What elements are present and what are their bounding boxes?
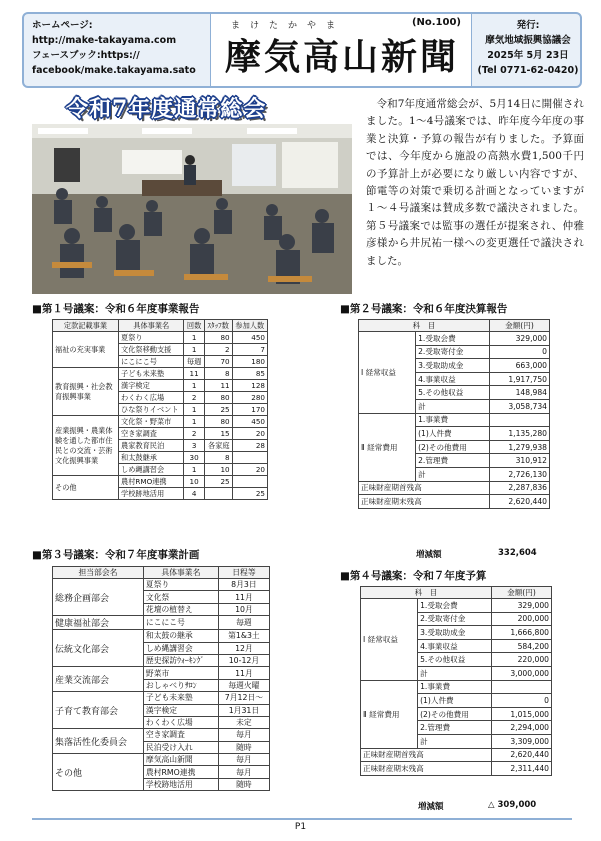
table-row (53, 630, 270, 642)
t3-category: 集落活性化委員会 (53, 729, 144, 754)
table-row (53, 692, 270, 704)
table-row (53, 579, 270, 591)
cell: 584,200 (491, 639, 551, 653)
business-report-table (52, 319, 268, 500)
cell: 2.受取寄付金 (416, 345, 490, 359)
cell: 1 (184, 344, 204, 356)
cell: 文化祭 (143, 591, 218, 603)
cell: 2,620,440 (491, 748, 551, 762)
section-heading-3: ■第３号議案：令和７年度事業計画 (32, 549, 200, 561)
table-row (359, 495, 550, 509)
cell: 子ども未来塾 (119, 368, 184, 380)
cell: 4.事業収益 (418, 639, 492, 653)
table-row (53, 416, 268, 428)
business-plan-table (52, 566, 270, 791)
cell: 和太鼓の継承 (143, 630, 218, 642)
cell: 280 (232, 392, 267, 404)
cell: 15 (204, 428, 232, 440)
t4-diff-label: 増減額 (418, 802, 444, 812)
cell: 4 (184, 488, 204, 500)
cell: 和太鼓継承 (119, 452, 184, 464)
cell: しめ縄講習会 (143, 642, 218, 654)
cell: 3.受取助成金 (416, 359, 490, 373)
page-title: 令和7年度通常総会 (66, 96, 267, 122)
cell: 1.事業費 (418, 680, 492, 694)
cell: 12月 (218, 642, 269, 654)
cell: 夏祭り (143, 579, 218, 591)
cell: 20 (232, 464, 267, 476)
cell: 夏祭り (119, 332, 184, 344)
cell: 8 (204, 368, 232, 380)
cell: 随時 (218, 778, 269, 790)
cell (232, 452, 267, 464)
cell: 200,000 (491, 612, 551, 626)
cell: 空き家調査 (119, 428, 184, 440)
cell: 1,279,938 (489, 440, 549, 454)
cell: わくわく広場 (119, 392, 184, 404)
cell: 2.受取寄付金 (418, 612, 492, 626)
cell: 空き家調査 (143, 729, 218, 741)
cell: 10月 (218, 603, 269, 615)
cell: 11月 (218, 591, 269, 603)
t3-category: 伝統文化部会 (53, 630, 144, 667)
cell: 2 (204, 344, 232, 356)
cell: 25 (204, 476, 232, 488)
cell: 1 (184, 464, 204, 476)
cell: 正味財産期末残高 (361, 762, 492, 776)
cell: 2 (184, 392, 204, 404)
cell: 3 (184, 440, 204, 452)
cell: 1 (184, 404, 204, 416)
t3-category: 総務企画部会 (53, 579, 144, 616)
cell: 学校跡地活用 (143, 778, 218, 790)
cell: 1,135,280 (489, 427, 549, 441)
cell: 2,311,440 (491, 762, 551, 776)
table-row (53, 332, 268, 344)
cell: 10 (184, 476, 204, 488)
cell: 85 (232, 368, 267, 380)
table-row (53, 667, 270, 679)
cell: 1,015,000 (491, 707, 551, 721)
cell: 毎月 (218, 729, 269, 741)
cell: (2)その他費用 (418, 707, 492, 721)
cell: 450 (232, 416, 267, 428)
cell: 歴史探訪ｳｫｰｷﾝｸﾞ (143, 654, 218, 666)
cell: 329,000 (491, 599, 551, 613)
t1-header-category: 定款記載事業 (53, 320, 119, 332)
t1-category: 福祉の充実事業 (53, 332, 119, 368)
cell: 10 (204, 464, 232, 476)
masthead-title: 摩気高山新聞 (224, 36, 459, 78)
cell: 2.管理費 (416, 454, 490, 468)
cell: 1 (184, 380, 204, 392)
homepage-label: ホームページ: (32, 20, 93, 31)
masthead-reading: まけたかやま (231, 21, 346, 31)
cell: 正味財産期末残高 (359, 495, 490, 509)
cell: 正味財産期首残高 (359, 481, 490, 495)
section-heading-2: ■第２号議案：令和６年度決算報告 (340, 303, 508, 315)
cell: 2,726,130 (489, 467, 549, 481)
cell: 170 (232, 404, 267, 416)
cell: 329,000 (489, 332, 549, 346)
cell: 0 (491, 694, 551, 708)
cell: 花壇の植替え (143, 603, 218, 615)
cell: 2.管理費 (418, 721, 492, 735)
cell: 80 (204, 332, 232, 344)
cell: しめ縄講習会 (119, 464, 184, 476)
t4-diff-value: △ 309,000 (488, 800, 537, 810)
cell (489, 413, 549, 427)
cell: 1 (184, 332, 204, 344)
cell: 0 (489, 345, 549, 359)
page-number: P1 (294, 822, 307, 832)
cell: 正味財産期首残高 (361, 748, 492, 762)
section-heading-4: ■第４号議案：令和７年度予算 (340, 570, 487, 582)
cell: 450 (232, 332, 267, 344)
article-body: 令和7年度通常総会が、5月14日に開催されました。1～4号議案では、昨年度今年度の事業と決算・予算の報告が有りました。予算面では、今年度から施設の高熱水費1,500千円の予算計上が必要になり厳しい内容ですが、節電等の対策で乗切る計画となっていますが１～４号議案は賛成多数で議決されました。第５号議案では監事の選任が提案され、仲雅彦様から井尻祐一様への変更選任で議決されました。 (366, 98, 584, 267)
cell: 1.受取会費 (416, 332, 490, 346)
cell: 25 (232, 488, 267, 500)
t1-header-project: 具体事業名 (119, 320, 184, 332)
cell: 第1&3土 (218, 630, 269, 642)
publisher-name: 摩気地域振興協議会 (485, 35, 571, 46)
cell: 各家庭 (204, 440, 232, 452)
cell: 8月3日 (218, 579, 269, 591)
t3-category: 健康福祉部会 (53, 616, 144, 630)
cell: 3,000,000 (491, 666, 551, 680)
cell: 摩気高山新聞 (143, 754, 218, 766)
cell: 1,666,800 (491, 626, 551, 640)
t1-header-count: 回数 (184, 320, 204, 332)
table-row (53, 476, 268, 488)
section-heading-1: ■第１号議案：令和６年度事業報告 (32, 303, 200, 315)
t4-expense-label: Ⅱ 経常費用 (361, 680, 418, 748)
table-row (359, 481, 550, 495)
t1-category: 産業振興・農業体験を通した都市住民との交流・芸術文化振興事業 (53, 416, 119, 476)
issue-number: (No.100) (411, 17, 461, 28)
cell: 2,294,000 (491, 721, 551, 735)
cell: 30 (184, 452, 204, 464)
footer-divider (32, 818, 572, 820)
cell: 計 (416, 399, 490, 413)
t3-header-project: 具体事業名 (143, 567, 218, 579)
table-row (53, 729, 270, 741)
t2-income-label: Ⅰ 経常収益 (359, 332, 416, 414)
cell: 農村RMO連携 (119, 476, 184, 488)
meeting-photo (32, 124, 352, 294)
cell: 70 (204, 356, 232, 368)
publisher-info (476, 18, 580, 78)
cell: 8 (204, 452, 232, 464)
cell: 毎月 (218, 766, 269, 778)
t1-header-participants: 参加人数 (232, 320, 267, 332)
cell: 毎週 (184, 356, 204, 368)
masthead-box (210, 14, 472, 86)
cell: 148,984 (489, 386, 549, 400)
cell: 2 (184, 428, 204, 440)
contact-info (32, 18, 202, 78)
cell: 漢字検定 (119, 380, 184, 392)
facebook-url[interactable]: facebook/make.takayama.sato (32, 65, 196, 76)
cell: 1,917,750 (489, 372, 549, 386)
cell (204, 488, 232, 500)
telephone: (Tel 0771-62-0420) (477, 65, 579, 76)
t2-diff-label: 増減額 (416, 550, 442, 560)
cell: 民泊受け入れ (143, 741, 218, 753)
cell: 2,287,836 (489, 481, 549, 495)
table-row (53, 368, 268, 380)
cell: 毎週 (218, 616, 269, 630)
publisher-label: 発行: (516, 20, 540, 31)
cell: 3,058,734 (489, 399, 549, 413)
table-row (359, 413, 550, 427)
newspaper-header (22, 12, 582, 88)
cell: わくわく広場 (143, 716, 218, 728)
t1-header-staff: ｽﾀｯﾌ数 (204, 320, 232, 332)
cell: 農村RMO連携 (143, 766, 218, 778)
cell: 野菜市 (143, 667, 218, 679)
t3-category: その他 (53, 754, 144, 791)
homepage-url[interactable]: http://make-takayama.com (32, 35, 177, 46)
cell: 128 (232, 380, 267, 392)
financial-report-table (358, 319, 550, 509)
t3-header-schedule: 日程等 (218, 567, 269, 579)
cell: おしゃべりｻﾛﾝ (143, 679, 218, 691)
cell: 11 (204, 380, 232, 392)
cell: 毎週火曜 (218, 679, 269, 691)
cell: 1 (184, 416, 204, 428)
cell: (1)人件費 (416, 427, 490, 441)
cell: 11 (184, 368, 204, 380)
t1-category: その他 (53, 476, 119, 500)
cell: 663,000 (489, 359, 549, 373)
cell: 随時 (218, 741, 269, 753)
table-row (361, 599, 552, 613)
cell: 計 (418, 666, 492, 680)
cell: 計 (418, 734, 492, 748)
table-row (53, 616, 270, 630)
cell: 4.事業収益 (416, 372, 490, 386)
cell: 毎月 (218, 754, 269, 766)
t2-header-amount: 金額(円) (489, 320, 549, 332)
t2-header-item: 科 目 (359, 320, 490, 332)
cell (491, 680, 551, 694)
cell: 2,620,440 (489, 495, 549, 509)
t3-header-dept: 担当部会名 (53, 567, 144, 579)
t4-income-label: Ⅰ 経常収益 (361, 599, 418, 681)
cell: 3,309,000 (491, 734, 551, 748)
table-row (361, 762, 552, 776)
cell: 農家教育民泊 (119, 440, 184, 452)
table-row (361, 680, 552, 694)
cell: 20 (232, 428, 267, 440)
cell: ひな祭りイベント (119, 404, 184, 416)
t2-expense-label: Ⅱ 経常費用 (359, 413, 416, 481)
cell: 文化祭移動支援 (119, 344, 184, 356)
cell: 80 (204, 392, 232, 404)
t2-diff-value: 332,604 (498, 548, 537, 558)
issue-date: 2025年 5月 23日 (487, 50, 569, 61)
t3-category: 産業交流部会 (53, 667, 144, 692)
cell: (2)その他費用 (416, 440, 490, 454)
t3-category: 子育て教育部会 (53, 692, 144, 729)
cell: 漢字検定 (143, 704, 218, 716)
cell (232, 476, 267, 488)
cell: 5.その他収益 (416, 386, 490, 400)
table-row (361, 748, 552, 762)
cell: 28 (232, 440, 267, 452)
cell: 5.その他収益 (418, 653, 492, 667)
cell: にこにこ号 (143, 616, 218, 630)
t4-header-amount: 金額(円) (491, 587, 551, 599)
cell: 310,912 (489, 454, 549, 468)
cell: 文化祭・野菜市 (119, 416, 184, 428)
cell: 11月 (218, 667, 269, 679)
cell: にこにこ号 (119, 356, 184, 368)
budget-table (360, 586, 552, 776)
cell: 学校跡地活用 (119, 488, 184, 500)
facebook-label: フェースブック:https:// (32, 50, 140, 61)
t1-category: 教育振興・社会教育振興事業 (53, 368, 119, 416)
cell: 計 (416, 467, 490, 481)
cell: 7 (232, 344, 267, 356)
cell: 7月12日～ (218, 692, 269, 704)
cell: (1)人件費 (418, 694, 492, 708)
cell: 25 (204, 404, 232, 416)
cell: 220,000 (491, 653, 551, 667)
cell: 1月31日 (218, 704, 269, 716)
cell: 180 (232, 356, 267, 368)
cell: 80 (204, 416, 232, 428)
cell: 3.受取助成金 (418, 626, 492, 640)
cell: 1.事業費 (416, 413, 490, 427)
cell: 1.受取会費 (418, 599, 492, 613)
t4-header-item: 科 目 (361, 587, 492, 599)
cell: 未定 (218, 716, 269, 728)
cell: 子ども未来塾 (143, 692, 218, 704)
table-row (359, 332, 550, 346)
cell: 10-12月 (218, 654, 269, 666)
table-row (53, 754, 270, 766)
